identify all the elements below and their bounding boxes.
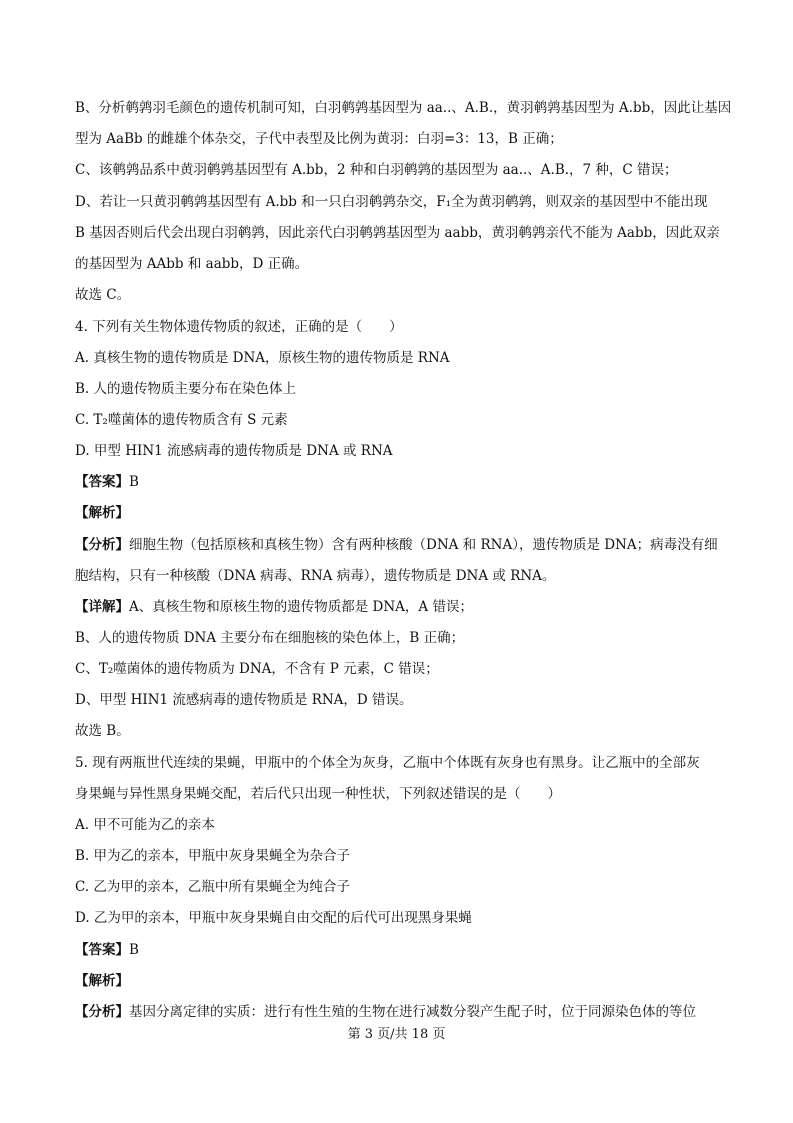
line-text: 5. 现有两瓶世代连续的果蝇，甲瓶中的个体全为灰身，乙瓶中个体既有灰身也有黑身。让乙瓶中的全部灰 bbox=[75, 755, 700, 771]
line-text: 基因分离定律的实质：进行有性生殖的生物在进行减数分裂产生配子时，位于同源染色体的等位 bbox=[129, 1004, 696, 1020]
text-line bbox=[75, 941, 735, 959]
line-text: 故选 B。 bbox=[75, 723, 130, 739]
text-line bbox=[75, 130, 735, 148]
text-line bbox=[75, 411, 735, 429]
text-line bbox=[75, 318, 735, 336]
text-line bbox=[75, 536, 735, 554]
text-line bbox=[75, 754, 735, 772]
text-line bbox=[75, 722, 735, 740]
section-tag: 【解析】 bbox=[75, 505, 129, 521]
line-text: B、人的遗传物质 DNA 主要分布在细胞核的染色体上，B 正确； bbox=[75, 630, 465, 646]
line-text: B bbox=[129, 474, 139, 490]
line-text: C. 乙为甲的亲本，乙瓶中所有果蝇全为纯合子 bbox=[75, 879, 350, 895]
text-line bbox=[75, 193, 735, 211]
line-text: C、T₂噬菌体的遗传物质为 DNA，不含有 P 元素，C 错误； bbox=[75, 661, 439, 677]
line-text: 型为 AaBb 的雌雄个体杂交，子代中表型及比例为黄羽：白羽=3：13，B 正确； bbox=[75, 131, 563, 147]
line-text: B 基因否则后代会出现白羽鹌鹑，因此亲代白羽鹌鹑基因型为 aabb，黄羽鹌鹑亲代不能为 Aabb，因此双亲 bbox=[75, 225, 720, 241]
line-text: B. 甲为乙的亲本，甲瓶中灰身果蝇全为杂合子 bbox=[75, 848, 351, 864]
section-tag: 【解析】 bbox=[75, 973, 129, 989]
text-line bbox=[75, 504, 735, 522]
text-line bbox=[75, 380, 735, 398]
line-text: D. 乙为甲的亲本，甲瓶中灰身果蝇自由交配的后代可出现黑身果蝇 bbox=[75, 910, 472, 926]
section-tag: 【详解】 bbox=[75, 599, 129, 615]
text-line bbox=[75, 878, 735, 896]
text-line bbox=[75, 255, 735, 273]
line-text: C、该鹌鹑品系中黄羽鹌鹑基因型有 A.bb，2 种和白羽鹌鹑的基因型为 aa..、A.B.，7 种，C 错误； bbox=[75, 162, 678, 178]
text-line bbox=[75, 629, 735, 647]
text-line bbox=[75, 1003, 735, 1021]
text-line bbox=[75, 286, 735, 304]
text-line bbox=[75, 972, 735, 990]
line-text: 4. 下列有关生物体遗传物质的叙述，正确的是（ ） bbox=[75, 319, 403, 335]
line-text: A. 真核生物的遗传物质是 DNA，原核生物的遗传物质是 RNA bbox=[75, 350, 450, 366]
text-line bbox=[75, 349, 735, 367]
line-text: B bbox=[129, 942, 139, 958]
text-line bbox=[75, 567, 735, 585]
text-line bbox=[75, 224, 735, 242]
line-text: 的基因型为 AAbb 和 aabb，D 正确。 bbox=[75, 256, 309, 272]
text-line bbox=[75, 816, 735, 834]
text-line bbox=[75, 442, 735, 460]
section-tag: 【分析】 bbox=[75, 537, 129, 553]
text-line bbox=[75, 785, 735, 803]
section-tag: 【答案】 bbox=[75, 942, 129, 958]
text-line bbox=[75, 909, 735, 927]
text-line bbox=[75, 691, 735, 709]
line-text: D. 甲型 HIN1 流感病毒的遗传物质是 DNA 或 RNA bbox=[75, 443, 393, 459]
text-line bbox=[75, 847, 735, 865]
line-text: B、分析鹌鹑羽毛颜色的遗传机制可知，白羽鹌鹑基因型为 aa..、A.B.，黄羽鹌鹑基因型为 A.bb，因此让基因 bbox=[75, 100, 732, 116]
line-text: 身果蝇与异性黑身果蝇交配，若后代只出现一种性状，下列叙述错误的是（ ） bbox=[75, 786, 561, 802]
line-text: 胞结构，只有一种核酸（DNA 病毒、RNA 病毒），遗传物质是 DNA 或 RNA。 bbox=[75, 568, 556, 584]
text-line bbox=[75, 473, 735, 491]
line-text: B. 人的遗传物质主要分布在染色体上 bbox=[75, 381, 297, 397]
text-line bbox=[75, 598, 735, 616]
text-line bbox=[75, 99, 735, 117]
section-tag: 【分析】 bbox=[75, 1004, 129, 1020]
line-text: A. 甲不可能为乙的亲本 bbox=[75, 817, 215, 833]
line-text: 细胞生物（包括原核和真核生物）含有两种核酸（DNA 和 RNA），遗传物质是 DNA；病毒没有细 bbox=[129, 537, 718, 553]
line-text: A、真核生物和原核生物的遗传物质都是 DNA，A 错误； bbox=[129, 599, 473, 615]
line-text: C. T₂噬菌体的遗传物质含有 S 元素 bbox=[75, 412, 288, 428]
page-footer: 第 3 页/共 18 页 bbox=[347, 1027, 446, 1042]
text-line bbox=[75, 660, 735, 678]
text-line bbox=[75, 161, 735, 179]
line-text: D、甲型 HIN1 流感病毒的遗传物质是 RNA，D 错误。 bbox=[75, 692, 413, 708]
section-tag: 【答案】 bbox=[75, 474, 129, 490]
line-text: 故选 C。 bbox=[75, 287, 131, 303]
line-text: D、若让一只黄羽鹌鹑基因型有 A.bb 和一只白羽鹌鹑杂交，F₁全为黄羽鹌鹑，则双亲的基因型中不能出现 bbox=[75, 194, 708, 210]
